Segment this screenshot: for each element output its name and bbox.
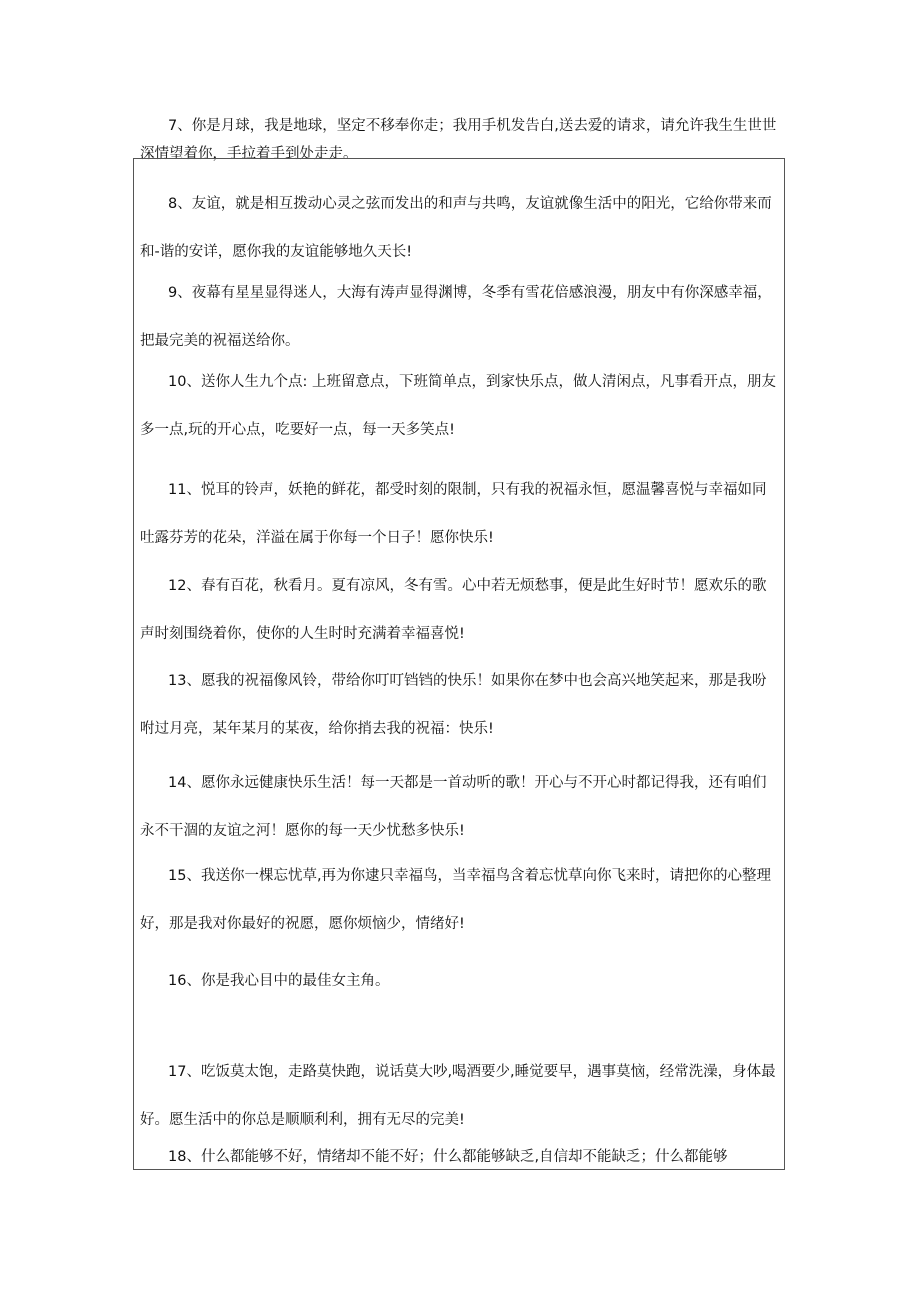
paragraph-7: 7、你是月球，我是地球，坚定不移奉你走；我用手机发告白,送去爱的请求，请允许我生生世世深情望着你，手拉着手到处走走。 [140,118,777,162]
paragraph-12: 12、春有百花，秋看月。夏有凉风，冬有雪。心中若无烦愁事，便是此生好时节！愿欢乐的歌声时刻围绕着你，使你的人生时时充满着幸福喜悦! [140,578,767,642]
paragraph-11: 11、悦耳的铃声，妖艳的鲜花，都受时刻的限制，只有我的祝福永恒，愿温馨喜悦与幸福如同吐露芬芳的花朵，洋溢在属于你每一个日子！愿你快乐! [140,482,767,546]
paragraph-18: 18、什么都能够不好，情绪却不能不好；什么都能够缺乏,自信却不能缺乏；什么都能够 [168,1149,728,1165]
paragraph-17: 17、吃饭莫太饱，走路莫快跑，说话莫大吵,喝酒要少,睡觉要早，遇事莫恼，经常洗澡，身体最好。愿生活中的你总是顺顺利利，拥有无尽的完美! [140,1064,776,1128]
paragraph-15: 15、我送你一棵忘忧草,再为你逮只幸福鸟，当幸福鸟含着忘忧草向你飞来时，请把你的心整理好，那是我对你最好的祝愿，愿你烦恼少，情绪好! [140,868,772,932]
paragraph-14: 14、愿你永远健康快乐生活！每一天都是一首动听的歌！开心与不开心时都记得我，还有咱们永不干涸的友谊之河！愿你的每一天少忧愁多快乐! [140,775,767,839]
paragraph-16: 16、你是我心目中的最佳女主角。 [168,973,390,989]
bordered-text-frame [133,158,785,1170]
paragraph-8: 8、友谊，就是相互拨动心灵之弦而发出的和声与共鸣，友谊就像生活中的阳光，它给你带来而和-谐的安详，愿你我的友谊能够地久天长! [140,196,772,260]
paragraph-9: 9、夜幕有星星显得迷人，大海有涛声显得渊博，冬季有雪花倍感浪漫，朋友中有你深感幸福，把最完美的祝福送给你。 [140,285,772,349]
paragraph-10: 10、送你人生九个点: 上班留意点，下班简单点，到家快乐点，做人清闲点，凡事看开点，朋友多一点,玩的开心点，吃要好一点，每一天多笑点! [140,374,776,438]
paragraph-13: 13、愿我的祝福像风铃，带给你叮叮铛铛的快乐！如果你在梦中也会高兴地笑起来，那是我吩咐过月亮，某年某月的某夜，给你捎去我的祝福：快乐! [140,673,767,737]
